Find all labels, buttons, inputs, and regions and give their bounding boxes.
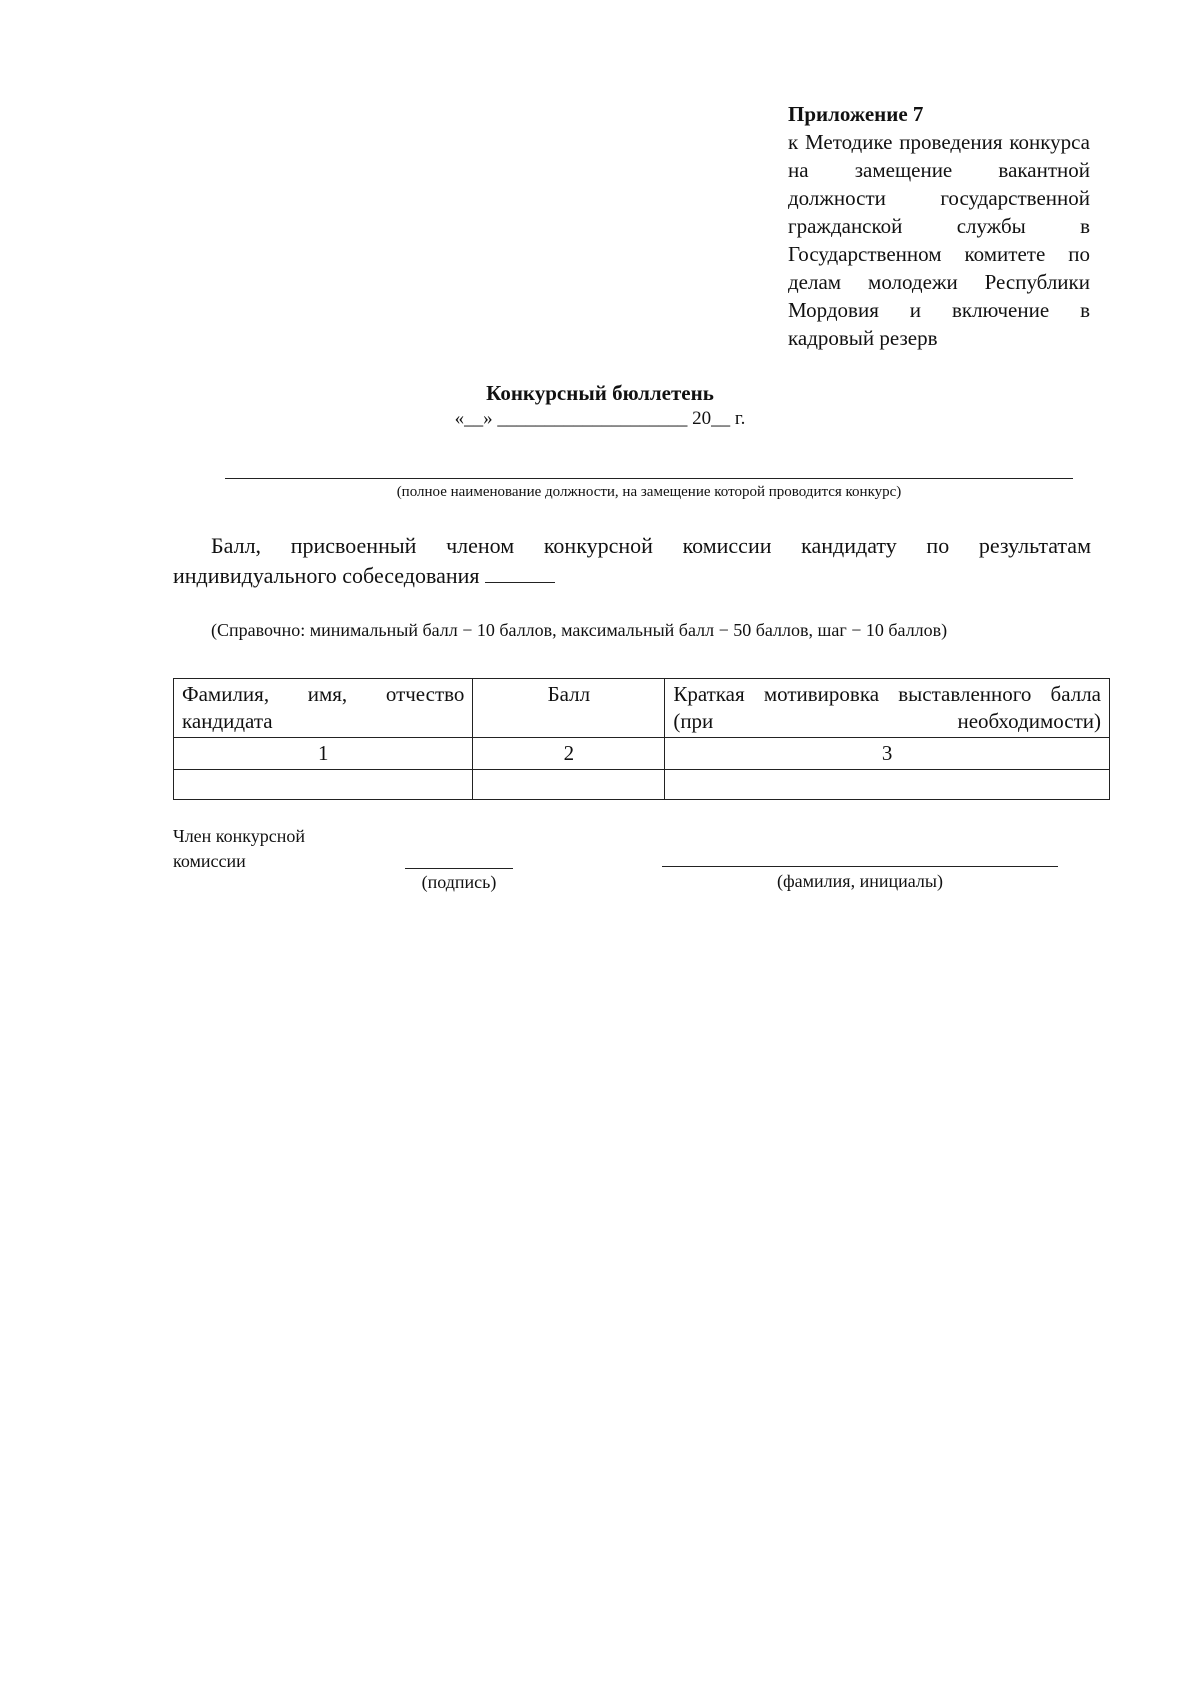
column-number-2: 2 bbox=[473, 738, 665, 770]
column-number-1: 1 bbox=[174, 738, 473, 770]
score-paragraph-text: Балл, присвоенный членом конкурсной комиссии кандидату по результатам индивидуального собеседования bbox=[173, 533, 1091, 588]
position-name-caption: (полное наименование должности, на замещение которой проводится конкурс) bbox=[396, 484, 902, 500]
position-name-line bbox=[225, 478, 1073, 479]
appendix-title: Приложение 7 bbox=[788, 102, 924, 126]
header-score: Балл bbox=[473, 679, 665, 738]
empty-cell-candidate bbox=[174, 770, 473, 800]
appendix-block bbox=[788, 100, 1090, 352]
table-row bbox=[174, 770, 1110, 800]
table-header-row bbox=[174, 679, 1110, 738]
name-caption: (фамилия, инициалы) bbox=[777, 871, 943, 891]
table-number-row bbox=[174, 738, 1110, 770]
header-motivation: Краткая мотивировка выставленного балла (при необходимости) bbox=[665, 679, 1110, 738]
empty-cell-motivation bbox=[665, 770, 1110, 800]
member-label-line-2: комиссии bbox=[173, 851, 246, 871]
score-paragraph bbox=[173, 531, 1091, 591]
empty-cell-score bbox=[473, 770, 665, 800]
score-blank-line bbox=[485, 562, 555, 583]
appendix-text: к Методике проведения конкурса на замещение вакантной должности государственной гражданской службы в Государственном комитете по делам молодежи Республики Мордовия и включение в кадровый резерв bbox=[788, 130, 1090, 350]
column-number-3: 3 bbox=[665, 738, 1110, 770]
commission-member-label bbox=[173, 824, 305, 874]
reference-note: (Справочно: минимальный балл − 10 баллов, максимальный балл − 50 баллов, шаг − 10 баллов) bbox=[211, 620, 948, 640]
member-label-line-1: Член конкурсной bbox=[173, 826, 306, 846]
name-line bbox=[662, 866, 1058, 867]
score-table bbox=[173, 678, 1110, 800]
signature-line bbox=[405, 868, 513, 869]
header-candidate-name: Фамилия, имя, отчество кандидата bbox=[174, 679, 473, 738]
ballot-title: Конкурсный бюллетень bbox=[486, 381, 714, 405]
signature-caption: (подпись) bbox=[421, 872, 497, 892]
date-line: «__» ____________________ 20__ г. bbox=[454, 408, 746, 429]
